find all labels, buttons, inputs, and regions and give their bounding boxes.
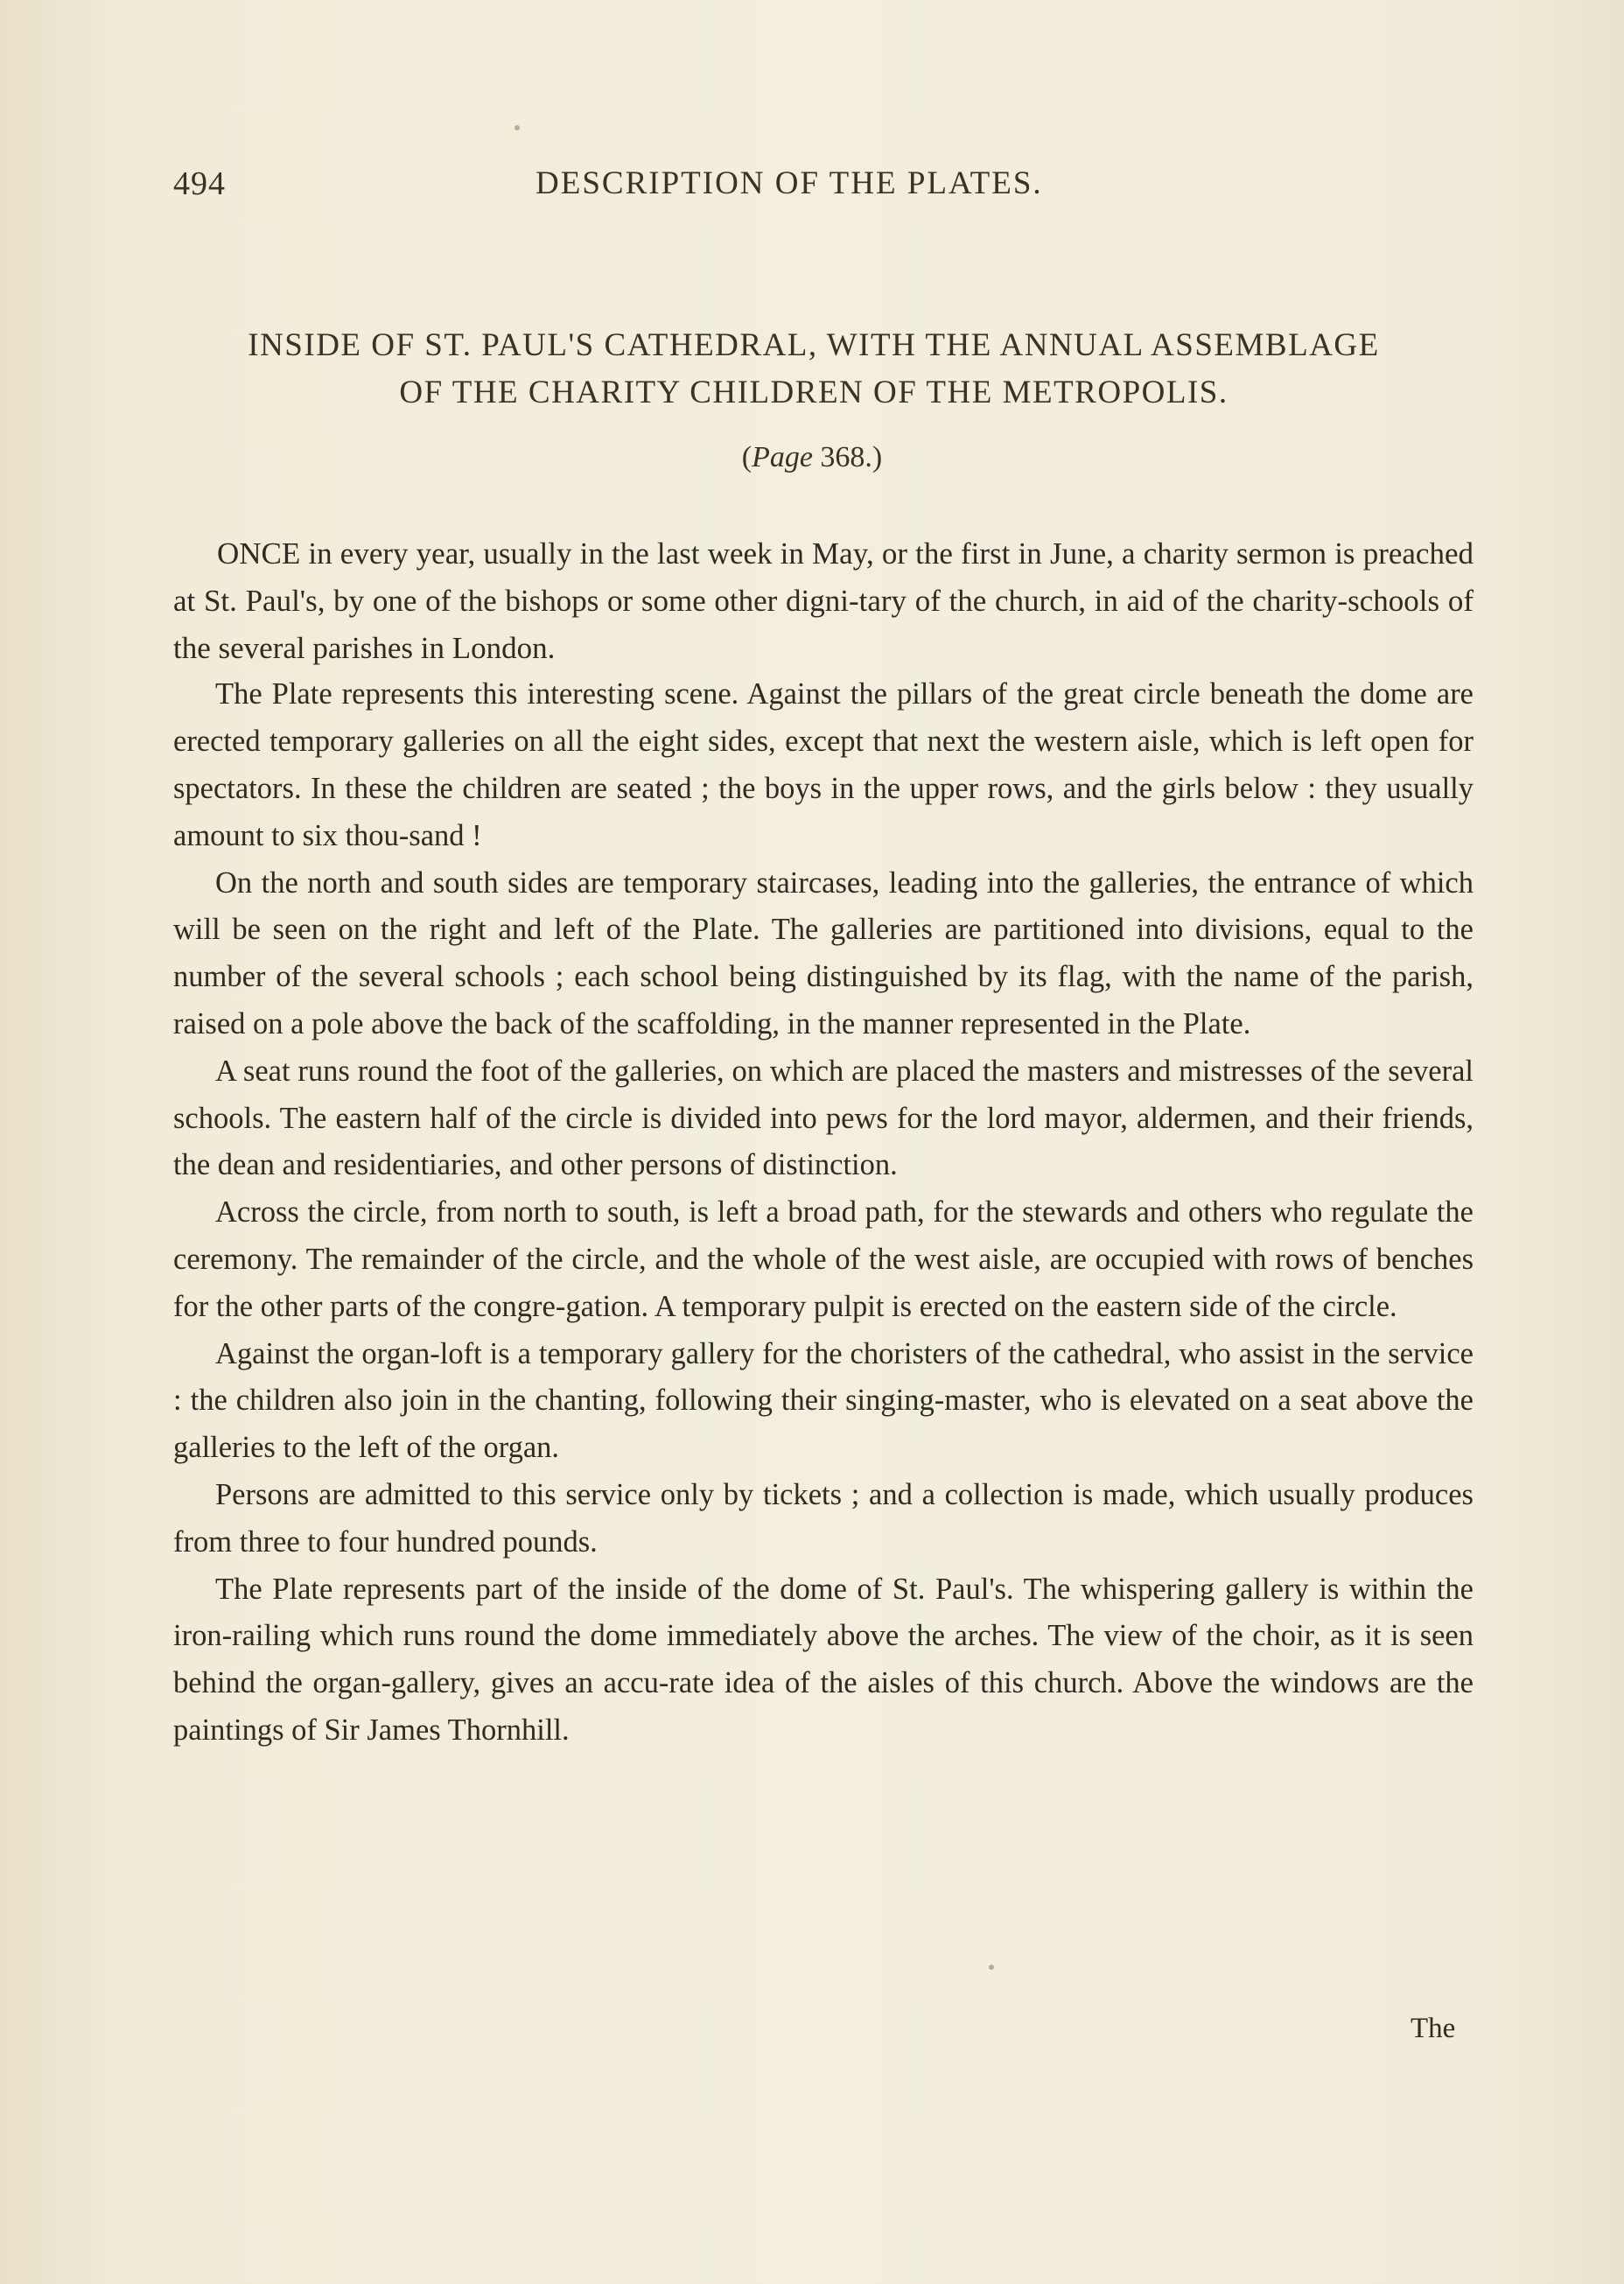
paper-speck xyxy=(989,1965,994,1970)
plate-title xyxy=(122,322,1505,417)
catchword: The xyxy=(1410,2013,1456,2044)
page-reference xyxy=(0,441,1624,474)
page-reference-number: 368.) xyxy=(812,441,883,473)
body-text xyxy=(173,530,1474,1755)
paragraph: A seat runs round the foot of the galleries, on which are placed the masters and mistresses of the several schools. The eastern half of the circle is divided into pews for the lord mayor, aldermen, and their friends, the dean and residentiaries, and other persons of distinction. xyxy=(173,1054,1474,1182)
running-title: DESCRIPTION OF THE PLATES. xyxy=(536,165,1043,201)
plate-title-line-2: OF THE CHARITY CHILDREN OF THE METROPOLIS. xyxy=(399,375,1228,410)
page-number: 494 xyxy=(173,165,226,202)
paragraph: On the north and south sides are temporary staircases, leading into the galleries, the entrance of which will be seen on the right and left of the Plate. The galleries are partitioned into divisions, equal to the number of the several schools ; each school being distinguished by its flag, with the name of the parish, raised on a pole above the back of the scaffolding, in the manner represented in the Plate. xyxy=(173,865,1474,1040)
paragraph: The Plate represents part of the inside of the dome of St. Paul's. The whispering gallery is within the iron-railing which runs round the dome immediately above the arches. The view of the choir, as it is seen behind the organ-gallery, gives an accu-rate idea of the aisles of this church. Above the windows are the paintings of Sir James Thornhill. xyxy=(173,1572,1474,1747)
plate-title-line-1: INSIDE OF ST. PAUL'S CATHEDRAL, WITH THE ANNUAL ASSEMBLAGE xyxy=(248,327,1380,363)
running-head xyxy=(0,165,1624,208)
paragraph: The Plate represents this interesting scene. Against the pillars of the great circle beneath the dome are erected temporary galleries on all the eight sides, except that next the western aisle, which is left open for spectators. In these the children are seated ; the boys in the upper rows, and the girls below : they usually amount to six thou-sand ! xyxy=(173,677,1474,852)
paragraph: ONCE in every year, usually in the last week in May, or the first in June, a charity sermon is preached at St. Paul's, by one of the bishops or some other digni-tary of the church, in aid of the charity-schools of the several parishes in London. xyxy=(173,536,1474,665)
paragraph: Persons are admitted to this service only by tickets ; and a collection is made, which usually produces from three to four hundred pounds. xyxy=(173,1477,1474,1559)
page-reference-open: ( xyxy=(741,441,752,473)
page-reference-label: Page xyxy=(752,441,813,473)
paragraph: Across the circle, from north to south, is left a broad path, for the stewards and others who regulate the ceremony. The remainder of the circle, and the whole of the west aisle, are occupied with rows of benches for the other parts of the congre-gation. A temporary pulpit is erected on the eastern side of the circle. xyxy=(173,1195,1474,1323)
paragraph: Against the organ-loft is a temporary gallery for the choristers of the cathedral, who assist in the service : the children also join in the chanting, following their singing-master, who is elevated on a seat above the galleries to the left of the organ. xyxy=(173,1336,1474,1465)
paper-speck xyxy=(514,125,520,130)
